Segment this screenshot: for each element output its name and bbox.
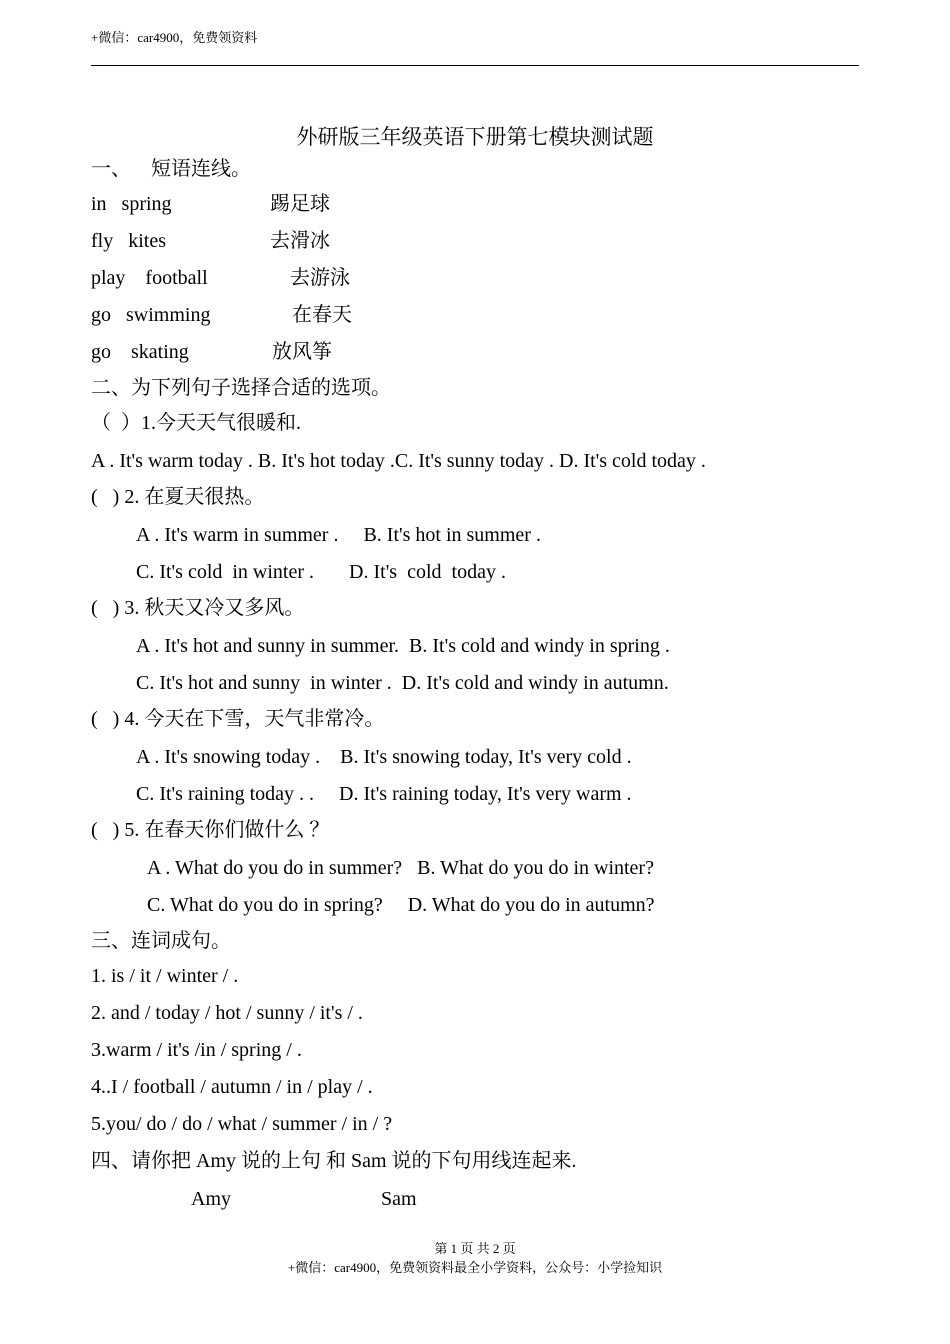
section1-heading: 一、 短语连线。 (91, 158, 251, 180)
section4-heading: 四、请你把 Amy 说的上句 和 Sam 说的下句用线连起来. (91, 1150, 577, 1172)
q1-stem: （ ）1.今天天气很暖和. (91, 412, 301, 434)
page-title: 外研版三年级英语下册第七模块测试题 (296, 125, 654, 149)
q2-options-line2: C. It's cold in winter . D. It's cold today . (136, 561, 506, 583)
column-label-sam: Sam (381, 1188, 417, 1210)
reorder-item-2: 2. and / today / hot / sunny / it's / . (91, 1002, 363, 1024)
footer-note: +微信：car4900，免费领资料最全小学资料，公众号：小学捡知识 (287, 1260, 663, 1275)
q3-options-line2: C. It's hot and sunny in winter . D. It's cold and windy in autumn. (136, 672, 669, 694)
reorder-item-3: 3.warm / it's /in / spring / . (91, 1039, 302, 1061)
q1-options: A . It's warm today . B. It's hot today .C. It's sunny today . D. It's cold today . (91, 450, 706, 472)
match-zh-3: 去游泳 (290, 267, 350, 289)
section2-heading: 二、为下列句子选择合适的选项。 (91, 377, 391, 399)
q5-options-line2: C. What do you do in spring? D. What do you do in autumn? (147, 894, 655, 916)
match-en-5: go skating (91, 341, 189, 363)
reorder-item-4: 4..I / football / autumn / in / play / . (91, 1076, 373, 1098)
reorder-item-1: 1. is / it / winter / . (91, 965, 239, 987)
reorder-item-5: 5.you/ do / do / what / summer / in / ? (91, 1113, 393, 1135)
match-zh-4: 在春天 (292, 304, 352, 326)
q4-options-line2: C. It's raining today . . D. It's raining today, It's very warm . (136, 783, 632, 805)
header-note: +微信：car4900，免费领资料 (91, 30, 258, 45)
match-zh-2: 去滑冰 (270, 230, 330, 252)
header-divider (91, 65, 859, 66)
column-label-amy: Amy (191, 1188, 231, 1210)
match-zh-1: 踢足球 (270, 193, 330, 215)
q5-options-line1: A . What do you do in summer? B. What do you do in winter? (147, 857, 654, 879)
q4-stem: ( ) 4. 今天在下雪，天气非常冷。 (91, 708, 385, 730)
q2-stem: ( ) 2. 在夏天很热。 (91, 486, 265, 508)
match-en-1: in spring (91, 193, 172, 215)
q2-options-line1: A . It's warm in summer . B. It's hot in summer . (136, 524, 541, 546)
match-en-2: fly kites (91, 230, 166, 252)
section3-heading: 三、连词成句。 (91, 930, 231, 952)
q5-stem: ( ) 5. 在春天你们做什么 ？ (91, 819, 330, 841)
q3-options-line1: A . It's hot and sunny in summer. B. It's cold and windy in spring . (136, 635, 670, 657)
match-en-4: go swimming (91, 304, 211, 326)
page-number: 第 1 页 共 2 页 (434, 1241, 516, 1256)
q3-stem: ( ) 3. 秋天又冷又多风。 (91, 597, 305, 619)
match-zh-5: 放风筝 (272, 341, 332, 363)
q4-options-line1: A . It's snowing today . B. It's snowing today, It's very cold . (136, 746, 632, 768)
match-en-3: play football (91, 267, 208, 289)
